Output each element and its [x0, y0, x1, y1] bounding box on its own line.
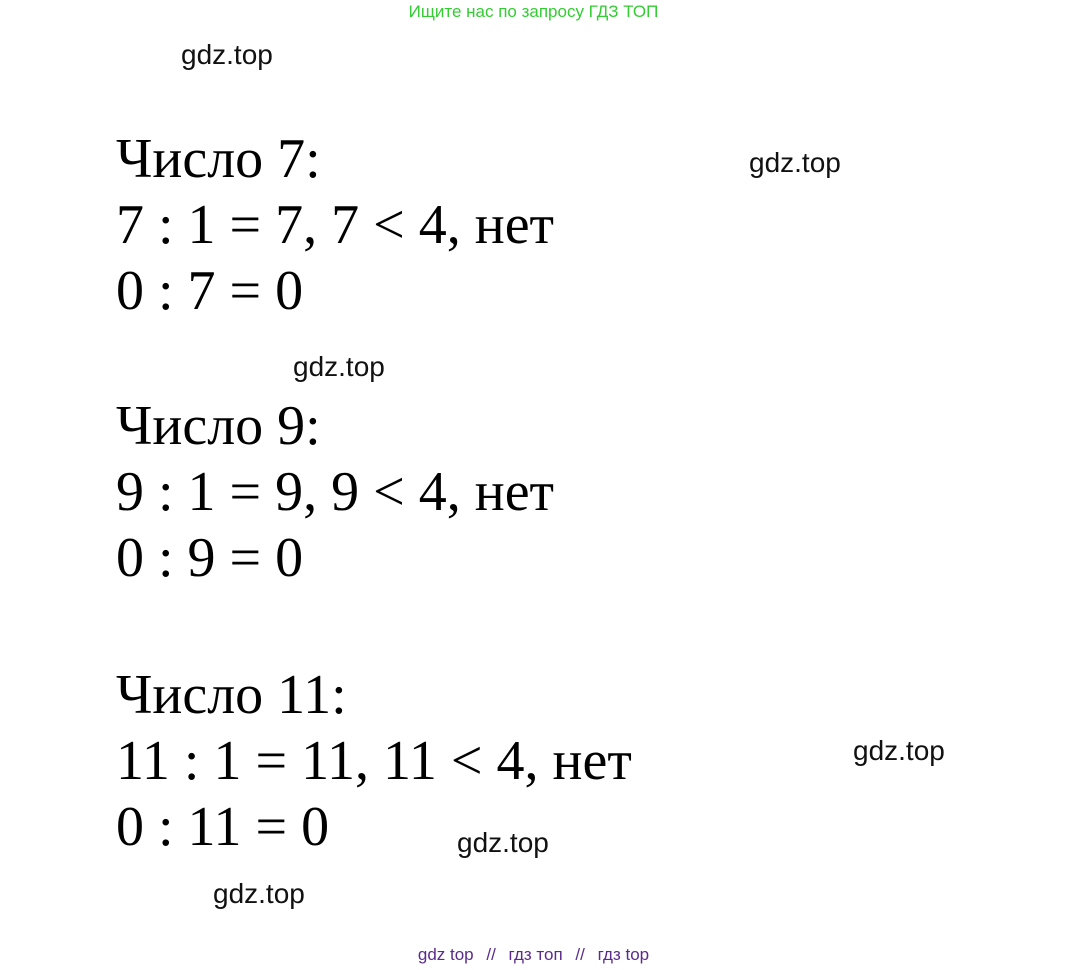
- section-line-zero-11: 0 : 11 = 0: [116, 796, 330, 858]
- section-title-7: Число 7:: [116, 128, 321, 190]
- watermark: gdz.top: [749, 147, 841, 178]
- section-title-9: Число 9:: [116, 395, 321, 457]
- section-title-11: Число 11:: [116, 664, 347, 726]
- footer-link-gdz-top[interactable]: gdz top: [417, 945, 474, 964]
- footer-links: [0, 943, 1067, 967]
- footer-link-gdz-top-mixed[interactable]: гдз top: [597, 945, 650, 964]
- watermark: gdz.top: [457, 827, 549, 858]
- watermark: gdz.top: [293, 351, 385, 382]
- section-line-division-9: 9 : 1 = 9, 9 < 4, нет: [116, 461, 555, 523]
- watermark: gdz.top: [853, 735, 945, 766]
- section-line-division-11: 11 : 1 = 11, 11 < 4, нет: [116, 730, 632, 792]
- top-banner: Ищите нас по запросу ГДЗ ТОП: [408, 2, 659, 21]
- watermark: gdz.top: [213, 878, 305, 909]
- section-line-zero-7: 0 : 7 = 0: [116, 260, 304, 322]
- watermark: gdz.top: [181, 39, 273, 70]
- footer-separator: //: [575, 945, 585, 964]
- footer-separator: //: [486, 945, 496, 964]
- section-line-zero-9: 0 : 9 = 0: [116, 527, 304, 589]
- section-line-division-7: 7 : 1 = 7, 7 < 4, нет: [116, 194, 555, 256]
- footer-link-gdz-top-ru[interactable]: гдз топ: [508, 945, 563, 964]
